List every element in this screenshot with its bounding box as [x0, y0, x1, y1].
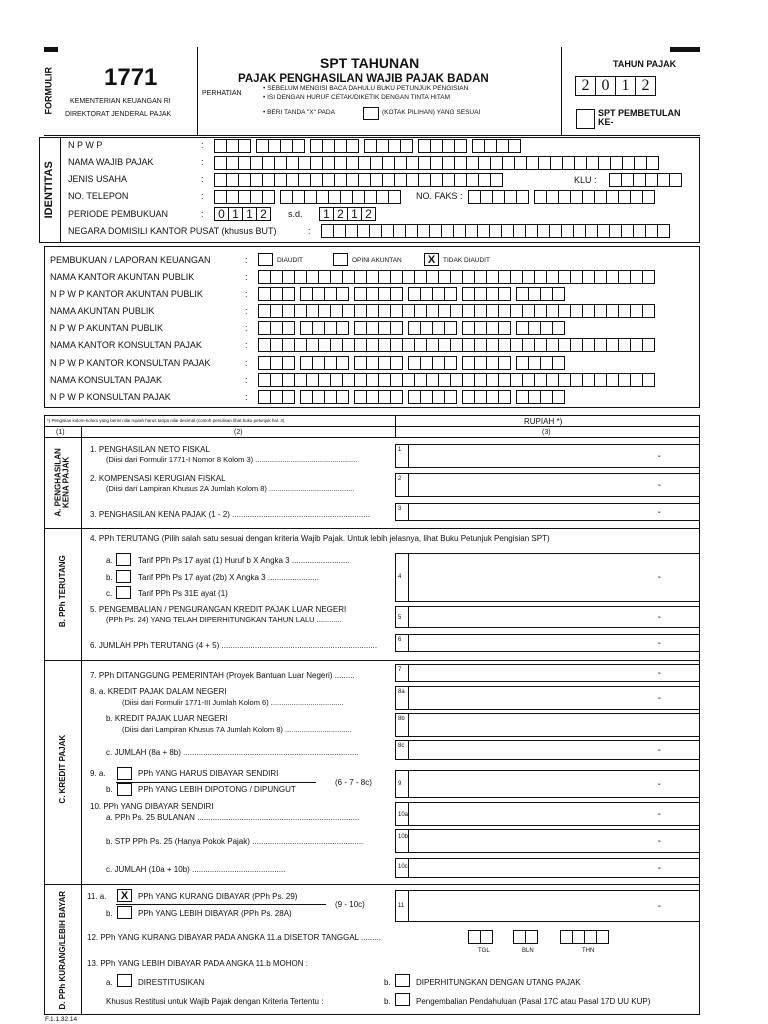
line-number: 8c [395, 740, 409, 760]
colon: : [245, 306, 248, 316]
colon: : [245, 323, 248, 333]
item-6-label: 6. JUMLAH PPh TERUTANG (4 + 5) ...................................................................... [90, 641, 378, 650]
item-10b-label: b. STP PPh Ps. 25 (Hanya Pokok Pajak) .................................................. [106, 837, 364, 846]
business-type-field[interactable] [214, 173, 503, 187]
attention-note-1: • SEBELUM MENGISI BACA DAHULU BUKU PETUNJUK PENGISIAN [263, 85, 469, 92]
item-10-label: 10. PPh YANG DIBAYAR SENDIRI [90, 802, 214, 811]
tax-year-digit: 2 [635, 76, 656, 96]
tax-consultant-firm-field[interactable] [258, 338, 655, 352]
klu-field[interactable] [609, 173, 682, 187]
correction-label: SPT PEMBETULAN KE- [598, 108, 681, 128]
fax-field[interactable] [468, 190, 655, 204]
item-11b-marker: b. [106, 909, 113, 918]
npwp-field[interactable] [214, 139, 521, 153]
corner-mark-right [670, 47, 700, 52]
value-line-8a[interactable]: - [409, 686, 700, 710]
directorate-name: DIREKTORAT JENDERAL PAJAK [65, 111, 172, 118]
accounting-firm-name-label: NAMA KANTOR AKUNTAN PUBLIK [50, 272, 195, 282]
item-9-marker: 9. a. [90, 769, 106, 778]
colon: : [245, 375, 248, 385]
value-line-2[interactable]: - [409, 473, 700, 497]
attention-note-2: • ISI DENGAN HURUF CETAK/DIKETIK DENGAN TINTA HITAM [263, 94, 451, 101]
table-note: *) Pengisian kolom-kolom yang berisi nilai rupiah harus tanpa nilai desimal (contoh penulisan lihat buku petunjuk hal. 4) [47, 418, 285, 423]
value-line-10a[interactable]: - [409, 802, 700, 826]
preliminary-refund-label: Pengembalian Pendahuluan (Pasal 17C atau Pasal 17D UU KUP) [416, 997, 651, 1006]
colon: : [245, 289, 248, 299]
item-8b-sub: (Diisi dari Lampiran Khusus 7A Jumlah Kolom 8) ................................ [122, 725, 352, 734]
item-13a-label: DIRESTITUSIKAN [138, 978, 205, 987]
item-13a-marker: a. [106, 978, 113, 987]
accountant-name-field[interactable] [258, 304, 655, 318]
form-code: F.1.1.32.14 [45, 1016, 78, 1023]
day-label: TGL [478, 948, 490, 954]
restitution-note: Khusus Restitusi untuk Wajib Pajak dengan Kriteria Tertentu : [106, 997, 324, 1006]
item-7-label: 7. PPh DITANGGUNG PEMERINTAH (Proyek Bantuan Luar Negeri) ......... [90, 671, 355, 680]
item-11-formula: (9 - 10c) [335, 900, 365, 909]
value-line-9[interactable]: - [409, 770, 700, 798]
item-4a-marker: a. [106, 556, 113, 565]
not-audited-label: TIDAK DIAUDIT [443, 257, 490, 264]
item-13-label: 13. PPh YANG LEBIH DIBAYAR PADA ANGKA 11.b MOHON : [87, 959, 308, 968]
not-audited-checkbox[interactable]: X [424, 253, 439, 266]
value-line-10c[interactable]: - [409, 858, 700, 878]
period-digit: 1 [228, 207, 243, 221]
identity-section-label: IDENTITAS [43, 161, 56, 219]
restitution-checkbox[interactable] [117, 974, 132, 987]
period-digit: 1 [242, 207, 257, 221]
colon: : [245, 358, 248, 368]
value-line-4[interactable]: - [409, 553, 700, 602]
accountant-npwp-field[interactable] [258, 321, 565, 335]
colon: : [201, 209, 204, 219]
item-11a-checkbox[interactable]: X [117, 889, 132, 902]
year-label: THN [582, 948, 595, 954]
item-5-sub: (PPh Ps. 24) YANG TELAH DIPERHITUNGKAN TAHUN LALU ............ [106, 615, 342, 624]
colon: : [201, 191, 204, 201]
item-9b-checkbox[interactable] [117, 783, 132, 796]
period-digit: 1 [319, 207, 334, 221]
item-4c-marker: c. [106, 589, 113, 598]
colon: : [245, 392, 248, 402]
report-type-label: PEMBUKUAN / LAPORAN KEUANGAN [50, 255, 211, 265]
line-number: 6 [395, 634, 409, 652]
colon: : [201, 157, 204, 167]
company-name-field[interactable] [214, 156, 659, 170]
item-1-label: 1. PENGHASILAN NETO FISKAL [90, 445, 210, 454]
klu-label: KLU : [574, 175, 597, 185]
accounting-firm-npwp-label: N P W P KANTOR AKUNTAN PUBLIK [50, 289, 203, 299]
company-name-label: NAMA WAJIB PAJAK [68, 157, 154, 167]
value-line-10b[interactable]: - [409, 829, 700, 853]
item-4b-checkbox[interactable] [116, 570, 131, 583]
line-number: 3 [395, 503, 409, 521]
value-line-3[interactable]: - [409, 503, 700, 521]
period-digit: 2 [333, 207, 348, 221]
correction-checkbox[interactable] [576, 109, 595, 129]
line-number: 10c [395, 858, 409, 878]
tax-consultant-name-field[interactable] [258, 373, 655, 387]
hq-country-field[interactable] [321, 224, 670, 238]
line-number: 1 [395, 444, 409, 468]
line-number: 8b [395, 713, 409, 737]
item-8a-label: 8. a. KREDIT PAJAK DALAM NEGERI [90, 687, 227, 696]
offset-debt-checkbox[interactable] [395, 974, 410, 987]
colon: : [201, 140, 204, 150]
item-4b-marker: b. [106, 573, 113, 582]
item-8c-label: c. JUMLAH (8a + 8b) ............................................................................... [106, 748, 359, 757]
value-line-1[interactable]: - [409, 444, 700, 468]
tax-year-digit: 2 [575, 76, 596, 96]
line-number: 10b [395, 829, 409, 853]
item-3-label: 3. PENGHASILAN KENA PAJAK (1 - 2) .............................................................. [90, 510, 370, 519]
item-9b-label: PPh YANG LEBIH DIPOTONG / DIPUNGUT [138, 785, 296, 794]
form-number: 1771 [104, 64, 158, 91]
item-11a-label: PPh YANG KURANG DIBAYAR (PPh Ps. 29) [138, 892, 298, 901]
accountant-opinion-label: OPINI AKUNTAN [352, 257, 402, 264]
period-digit: 1 [347, 207, 362, 221]
tax-consultant-firm-npwp-label: N P W P KANTOR KONSULTAN PAJAK [50, 358, 211, 368]
page-subtitle: PAJAK PENGHASILAN WAJIB PAJAK BADAN [238, 73, 489, 85]
item-8a-sub: (Diisi dari Formulir 1771-III Jumlah Kolom 6) ................................... [122, 698, 344, 707]
phone-label: NO. TELEPON [68, 191, 129, 201]
line-number: 4 [395, 553, 409, 602]
item-9b-marker: b. [106, 785, 113, 794]
colon: : [245, 255, 248, 265]
line-number: 8a [395, 686, 409, 710]
tax-year-digit: 1 [615, 76, 636, 96]
section-b-label: B. PPh TERUTANG [57, 555, 67, 628]
tax-year-field[interactable] [575, 76, 656, 96]
section-a-label: A. PENGHASILAN KENA PAJAK [53, 448, 71, 517]
tax-year-label: TAHUN PAJAK [613, 59, 677, 69]
tax-consultant-npwp-field[interactable] [258, 390, 565, 404]
item-9-formula: (6 - 7 - 8c) [335, 778, 372, 787]
colon: : [245, 272, 248, 282]
attention-label: PERHATIAN [202, 90, 242, 97]
column-3-header: (3) [542, 429, 551, 436]
value-line-7[interactable]: - [409, 664, 700, 682]
accounting-firm-npwp-field[interactable] [258, 287, 565, 301]
item-10c-label: c. JUMLAH (10a + 10b) .......................................... [106, 865, 286, 874]
line-number: 9 [395, 770, 409, 798]
period-digit: 0 [214, 207, 229, 221]
value-line-8c[interactable]: - [409, 740, 700, 760]
tax-consultant-firm-label: NAMA KANTOR KONSULTAN PAJAK [50, 340, 202, 350]
colon: : [245, 340, 248, 350]
item-4c-label: Tarif PPh Ps 31E ayat (1) [138, 589, 228, 598]
line-number: 2 [395, 473, 409, 497]
month-label: BLN [522, 948, 534, 954]
item-13b-label: DIPERHITUNGKAN DENGAN UTANG PAJAK [416, 978, 581, 987]
item-13b-marker: b. [384, 978, 391, 987]
corner-mark-left [44, 47, 58, 52]
line-number: 7 [395, 664, 409, 682]
item-9a-checkbox[interactable] [117, 767, 132, 780]
preliminary-refund-checkbox[interactable] [395, 993, 410, 1006]
accountant-npwp-label: N P W P AKUNTAN PUBLIK [50, 323, 164, 333]
ministry-name: KEMENTERIAN KEUANGAN RI [70, 98, 171, 105]
item-11b-label: PPh YANG LEBIH DIBAYAR (PPh Ps. 28A) [138, 909, 292, 918]
line-number: 11 [395, 890, 409, 922]
attention-note-3a: • BERI TANDA "X" PADA [263, 109, 335, 116]
page-title: SPT TAHUNAN [320, 55, 420, 71]
section-d-label: D. PPh KURANG/LEBIH BAYAR [57, 890, 67, 1010]
item-2-label: 2. KOMPENSASI KERUGIAN FISKAL [90, 474, 226, 483]
audited-checkbox[interactable] [258, 253, 273, 266]
payment-month-field[interactable] [513, 930, 538, 944]
value-line-11[interactable]: - [409, 890, 700, 922]
value-line-8b[interactable] [409, 713, 700, 737]
rupiah-header: RUPIAH *) [524, 417, 563, 426]
accountant-opinion-checkbox[interactable] [333, 253, 348, 266]
item-5-label: 5. PENGEMBALIAN / PENGURANGAN KREDIT PAJAK LUAR NEGERI [90, 605, 347, 614]
period-from-field[interactable] [214, 207, 271, 221]
item-9a-label: PPh YANG HARUS DIBAYAR SENDIRI [138, 769, 279, 778]
period-label: PERIODE PEMBUKUAN [68, 209, 169, 219]
restitution-b-marker: b. [384, 997, 391, 1006]
example-checkbox [363, 107, 379, 120]
item-10a-label: a. PPh Ps. 25 BULANAN ......................................................................... [106, 813, 360, 822]
colon: : [201, 174, 204, 184]
column-2-header: (2) [234, 429, 243, 436]
period-to-label: s.d. [288, 209, 303, 219]
audited-label: DIAUDIT [277, 257, 303, 264]
accountant-name-label: NAMA AKUNTAN PUBLIK [50, 306, 155, 316]
line-number: 5 [395, 606, 409, 628]
item-2-sub: (Diisi dari Lampiran Khusus 2A Jumlah Kolom 8) ......................................... [106, 484, 355, 493]
item-4b-label: Tarif PPh Ps 17 ayat (2b) X Angka 3 ....................... [138, 573, 319, 582]
column-1-header: (1) [56, 429, 65, 436]
section-c-label: C. KREDIT PAJAK [57, 734, 67, 804]
attention-note-3b: (KOTAK PILIHAN) YANG SESUAI [382, 109, 481, 116]
item-4c-checkbox[interactable] [116, 586, 131, 599]
period-digit: 2 [256, 207, 271, 221]
business-type-label: JENIS USAHA [68, 174, 128, 184]
period-digit: 2 [361, 207, 376, 221]
form-label: FORMULIR [43, 66, 54, 115]
item-11b-checkbox[interactable] [117, 906, 132, 919]
tax-consultant-firm-npwp-field[interactable] [258, 356, 565, 370]
item-4-label: 4. PPh TERUTANG (Pilih salah satu sesuai dengan kriteria Wajib Pajak. Untuk lebih jelasnya, lihat Buku Petunjuk Pengisian SPT) [90, 534, 550, 543]
payment-year-field[interactable] [560, 930, 609, 944]
accounting-firm-name-field[interactable] [258, 270, 655, 284]
tax-year-digit: 0 [595, 76, 616, 96]
value-line-6[interactable]: - [409, 634, 700, 652]
phone-field[interactable] [214, 190, 401, 204]
tax-consultant-npwp-label: N P W P KONSULTAN PAJAK [50, 392, 171, 402]
colon: : [308, 226, 311, 236]
fax-label: NO. FAKS : [416, 191, 463, 201]
item-4a-label: Tarif PPh Ps 17 ayat (1) Huruf b X Angka 3 .......................... [138, 556, 350, 565]
payment-day-field[interactable] [468, 930, 493, 944]
item-4a-checkbox[interactable] [116, 553, 131, 566]
npwp-label: N P W P [68, 140, 103, 150]
line-number: 10a [395, 802, 409, 826]
item-11-marker: 11. a. [87, 892, 107, 901]
item-12-label: 12. PPh YANG KURANG DIBAYAR PADA ANGKA 11.a DISETOR TANGGAL ......... [87, 933, 382, 942]
tax-consultant-name-label: NAMA KONSULTAN PAJAK [50, 375, 163, 385]
period-to-field[interactable] [319, 207, 376, 221]
item-8b-label: b. KREDIT PAJAK LUAR NEGERI [106, 714, 228, 723]
hq-country-label: NEGARA DOMISILI KANTOR PUSAT (khusus BUT) [68, 226, 277, 236]
value-line-5[interactable]: - [409, 606, 700, 628]
item-1-sub: (Diisi dari Formulir 1771-I Nomor 8 Kolom 3) ................................................. [106, 455, 358, 464]
